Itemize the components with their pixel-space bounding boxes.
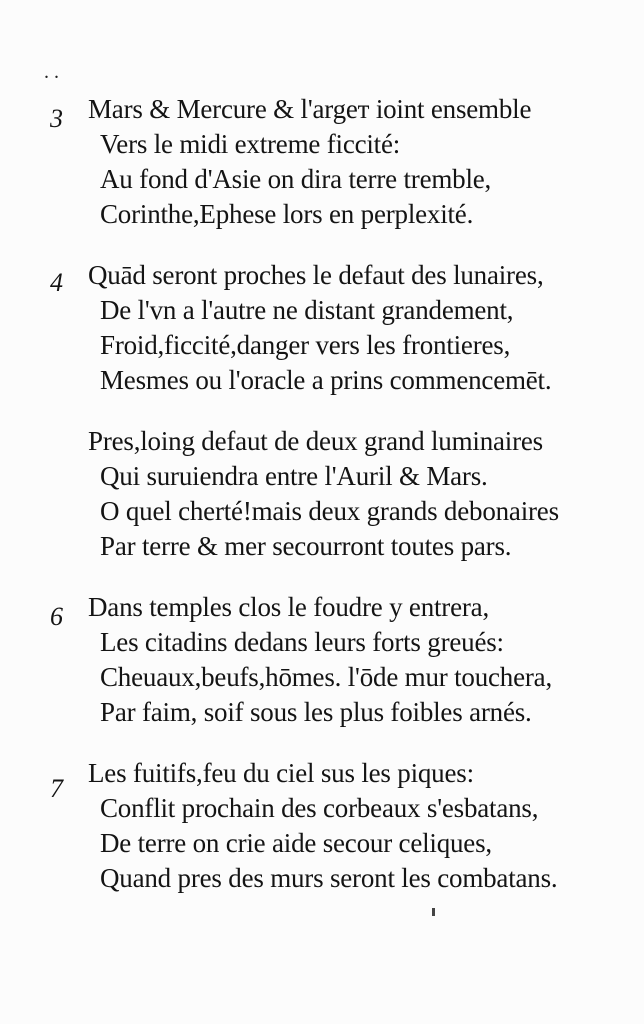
verse-line: O quel cherté!mais deux grands debonaires — [100, 496, 559, 526]
stanza-number: 3 — [50, 104, 63, 133]
stanza-lines — [88, 424, 618, 564]
stanza-number: 7 — [50, 774, 63, 803]
verse-line: Qui suruiendra entre l'Auril & Mars. — [100, 461, 488, 491]
stanza-number: 6 — [50, 602, 63, 631]
verse-line: Froid,ficcité,danger vers les frontieres, — [100, 330, 511, 360]
verse-line: Mars & Mercure & l'argeт ioint ensemble — [88, 94, 532, 124]
stanza-3 — [50, 92, 610, 242]
stanza-4 — [50, 258, 610, 408]
verse-line: De terre on crie aide secour celiques, — [100, 828, 492, 858]
verse-line: Mesmes ou l'oracle a prins commencemēt. — [100, 365, 552, 395]
verse-line: Les citadins dedans leurs forts greués: — [100, 627, 504, 657]
ink-speck — [432, 908, 435, 916]
verse-line: Par faim, soif sous les plus foibles arnés. — [100, 697, 532, 727]
stanza-lines — [88, 258, 618, 398]
stanza-7 — [50, 756, 610, 906]
verse-line: Cheuaux,beufs,hōmes. l'ōde mur touchera, — [100, 662, 552, 692]
verse-line: Par terre & mer secourront toutes pars. — [100, 531, 512, 561]
verse-line: Au fond d'Asie on dira terre tremble, — [100, 164, 492, 194]
verse-line: Vers le midi extreme ficcité: — [100, 129, 401, 159]
verse-line: Quād seront proches le defaut des lunaires, — [88, 260, 544, 290]
verse-line: De l'vn a l'autre ne distant grandement, — [100, 295, 514, 325]
verse-line: Quand pres des murs seront les combatans. — [100, 863, 558, 893]
header-mark: . . — [44, 61, 59, 83]
stanza-lines — [88, 590, 618, 730]
verse-line: Conflit prochain des corbeaux s'esbatans, — [100, 793, 539, 823]
stanza-5 — [50, 424, 610, 574]
verse-line: Pres,loing defaut de deux grand luminaires — [88, 426, 543, 456]
verse-line: Dans temples clos le foudre y entrera, — [88, 592, 489, 622]
stanza-6 — [50, 590, 610, 740]
stanza-lines — [88, 756, 618, 896]
stanza-lines — [88, 92, 618, 232]
stanza-number: 4 — [50, 268, 63, 297]
verse-line: Corinthe,Ephese lors en perplexité. — [100, 199, 474, 229]
verse-line: Les fuitifs,feu du ciel sus les piques: — [88, 758, 474, 788]
